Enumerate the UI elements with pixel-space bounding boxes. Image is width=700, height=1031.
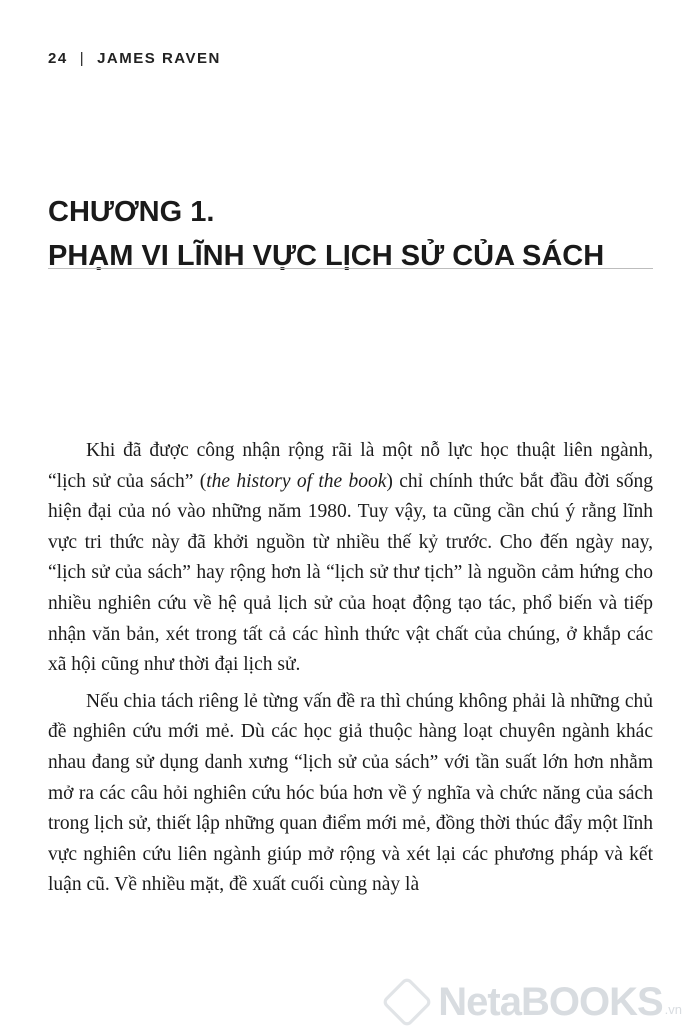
- running-header: [48, 50, 221, 67]
- page-number: 24: [48, 50, 68, 67]
- publisher-watermark: [384, 979, 682, 1025]
- paragraph-1: [48, 436, 653, 681]
- body-text: [48, 436, 653, 907]
- heading-divider: [48, 268, 653, 269]
- paragraph-1-italic: the history of the book: [206, 470, 387, 492]
- watermark-suffix: .vn: [664, 1002, 682, 1017]
- watermark-text: NetaBOOKS: [438, 979, 663, 1024]
- paragraph-2: Nếu chia tách riêng lẻ từng vấn đề ra thì chúng không phải là những chủ đề nghiên cứu mới mẻ. Dù các học giả thuộc hàng loạt chuyên ngành khác nhau đang sử dụng danh xưng “lịch sử của sách” với tần suất lớn hơn nhằm mở ra các câu hỏi nghiên cứu hóc búa hơn về ý nghĩa và chức năng của sách trong lịch sử, thiết lập những quan điểm mới mẻ, đồng thời thúc đẩy một lĩnh vực nghiên cứu liên ngành giúp mở rộng và xét lại các phương pháp và kết luận cũ. Về nhiều mặt, đề xuất cuối cùng này là: [48, 690, 653, 896]
- chapter-number: CHƯƠNG 1.: [48, 196, 215, 228]
- watermark-logo-icon: [381, 976, 433, 1028]
- paragraph-1-start: Khi đã được công nhận rộng rãi là một nỗ lực học thuật liên ngành, “lịch sử của sách” (: [48, 440, 653, 492]
- chapter-title: PHẠM VI LĨNH VỰC LỊCH SỬ CỦA SÁCH: [48, 240, 605, 272]
- paragraph-1-end: ) chỉ chính thức bắt đầu đời sống hiện đại của nó vào những năm 1980. Tuy vậy, ta cũng cần chú ý rằng lĩnh vực tri thức này đã khởi nguồn từ nhiều thế kỷ trước. Cho đến ngày nay, “lịch sử của sách” hay rộng hơn là “lịch sử thư tịch” là nguồn cảm hứng cho nhiều nghiên cứu về hệ quả lịch sử của hoạt động tạo tác, phổ biến và tiếp nhận văn bản, xét trong tất cả các hình thức vật chất của chúng, ở khắp các xã hội cũng như thời đại lịch sử.: [48, 470, 654, 676]
- header-separator: |: [79, 50, 86, 67]
- chapter-heading: [48, 190, 653, 278]
- author-name: JAMES RAVEN: [97, 50, 221, 67]
